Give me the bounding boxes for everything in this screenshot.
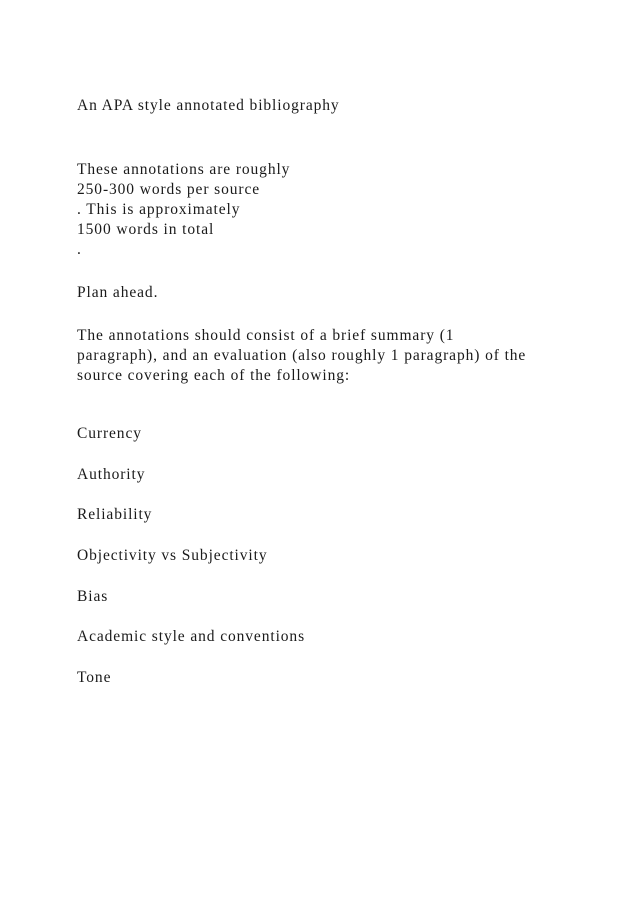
criteria-item-objectivity: Objectivity vs Subjectivity: [77, 547, 268, 564]
intro-line: . This is approximately: [77, 201, 241, 218]
criteria-item-bias: Bias: [77, 588, 109, 605]
intro-line: These annotations are roughly: [77, 161, 291, 178]
criteria-item-academic-style: Academic style and conventions: [77, 628, 306, 645]
intro-line: 250-300 words per source: [77, 181, 261, 198]
intro-line: 1500 words in total: [77, 221, 215, 238]
instruction-line: The annotations should consist of a brief summary (1: [77, 327, 455, 344]
criteria-item-tone: Tone: [77, 669, 112, 686]
intro-line: .: [77, 241, 82, 258]
document-title: An APA style annotated bibliography: [77, 97, 340, 114]
plan-ahead-text: Plan ahead.: [77, 284, 159, 301]
criteria-item-authority: Authority: [77, 466, 146, 483]
criteria-item-currency: Currency: [77, 425, 142, 442]
criteria-item-reliability: Reliability: [77, 506, 153, 523]
instruction-line: paragraph), and an evaluation (also roughly 1 paragraph) of the: [77, 347, 527, 364]
instruction-line: source covering each of the following:: [77, 367, 351, 384]
